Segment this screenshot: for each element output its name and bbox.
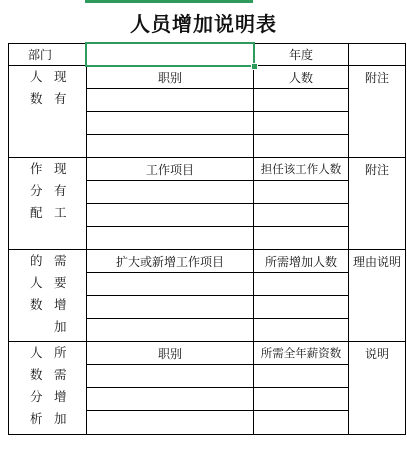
section4-col3-header: 说明 (364, 346, 389, 361)
section2-side-label-col2 (54, 158, 67, 224)
section1-side-label-col2 (54, 66, 67, 110)
form-table (8, 43, 406, 436)
grid-line (86, 203, 348, 204)
section2-col1-header: 工作项目 (145, 162, 194, 177)
year-value-cell[interactable] (349, 44, 405, 65)
section4-side-label-col2 (54, 342, 67, 430)
section1-col3-header: 附注 (364, 70, 389, 85)
side-char (30, 316, 43, 338)
grid-line (86, 226, 348, 227)
grid-line (86, 134, 348, 135)
section1-col2-header: 人数 (288, 70, 313, 85)
side-char: 加 (54, 411, 67, 426)
side-char: 分 (30, 183, 43, 198)
grid-line (86, 318, 348, 319)
side-char: 配 (30, 205, 43, 220)
section1-side-label-col1 (30, 66, 43, 110)
section2-col3-header: 附注 (364, 162, 389, 177)
side-char: 有 (54, 91, 67, 106)
grid-line (86, 272, 348, 273)
side-char: 人 (30, 69, 43, 84)
grid-line (253, 43, 254, 435)
section4-col2-header: 所需全年薪资数 (260, 346, 342, 360)
side-char: 需 (54, 367, 67, 382)
grid-line (86, 410, 348, 411)
grid-line (86, 43, 87, 435)
side-char: 工 (54, 205, 67, 220)
section3-col3-header: 理由说明 (352, 254, 401, 269)
column-highlight-bar (85, 0, 253, 3)
side-char: 现 (54, 161, 67, 176)
section3-col2-header: 所需增加人数 (264, 254, 337, 269)
section4-side-label-col1 (30, 342, 43, 430)
side-char: 需 (54, 253, 67, 268)
grid-line (405, 43, 406, 435)
side-char: 作 (30, 161, 43, 176)
side-char: 人 (30, 275, 43, 290)
section2-side-label-col1 (30, 158, 43, 224)
selected-cell-outline (85, 42, 255, 67)
grid-line (86, 111, 348, 112)
side-char: 的 (30, 253, 43, 268)
side-char: 有 (54, 183, 67, 198)
side-char: 数 (30, 91, 43, 106)
grid-line (8, 43, 9, 435)
side-char: 增 (54, 297, 67, 312)
side-char: 数 (30, 367, 43, 382)
section3-side-label-col1 (30, 250, 43, 338)
side-char: 要 (54, 275, 67, 290)
grid-line (86, 295, 348, 296)
year-label: 年度 (288, 48, 313, 62)
side-char: 现 (54, 69, 67, 84)
grid-line (86, 364, 348, 365)
dept-label: 部门 (28, 48, 53, 62)
side-char: 分 (30, 389, 43, 404)
grid-line (348, 43, 349, 435)
grid-line (86, 387, 348, 388)
section1-col1-header: 职别 (157, 70, 182, 85)
section3-side-label-col2 (54, 250, 67, 338)
section3-col1-header: 扩大或新增工作项目 (115, 254, 224, 269)
side-char: 人 (30, 345, 43, 360)
grid-line (8, 434, 406, 435)
side-char: 加 (54, 319, 67, 334)
side-char: 增 (54, 389, 67, 404)
section4-col1-header: 职别 (157, 346, 182, 361)
side-char: 所 (54, 345, 67, 360)
section2-col2-header: 担任该工作人数 (260, 162, 342, 176)
side-char: 数 (30, 297, 43, 312)
grid-line (86, 180, 348, 181)
page-title: 人员增加说明表 (130, 12, 277, 36)
grid-line (86, 88, 348, 89)
side-char: 析 (30, 411, 43, 426)
